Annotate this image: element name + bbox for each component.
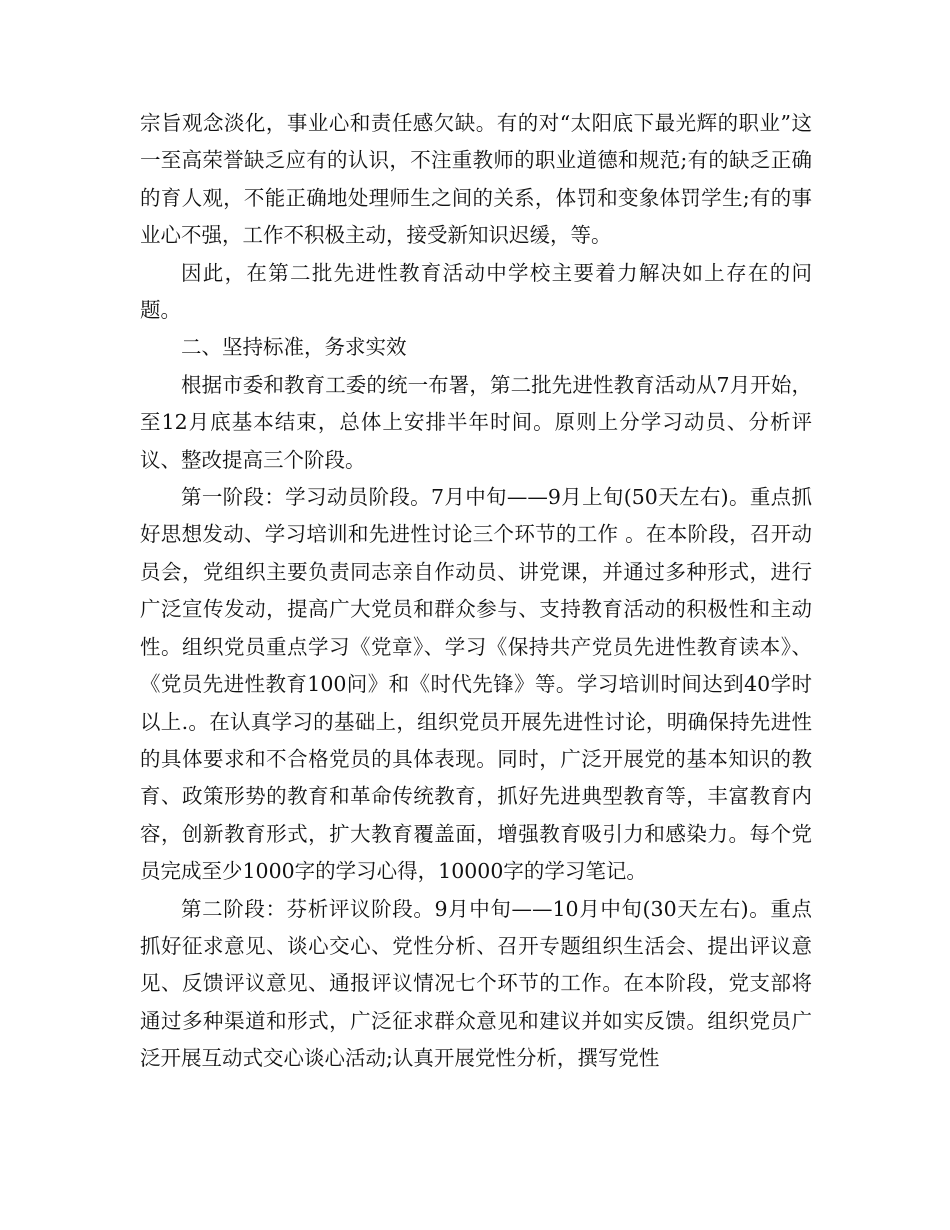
paragraph-stage-one: 第一阶段：学习动员阶段。7月中旬——9月上旬(50天左右)。重点抓好思想发动、学习培训和先进性讨论三个环节的工作 。在本阶段，召开动员会，党组织主要负责同志亲自作动员、讲党课，并通过多种形式，进行广泛宣传发动，提高广大党员和群众参与、支持教育活动的积极性和主动性。组织党员重点学习《党章》、学习《保持共产党员先进性教育读本》、《党员先进性教育100问》和《时代先锋》等。学习培训时间达到40学时以上.。在认真学习的基础上，组织党员开展先进性讨论，明确保持先进性的具体要求和不合格党员的具体表现。同时，广泛开展党的基本知识的教育、政策形势的教育和革命传统教育，抓好先进典型教育等，丰富教育内容，创新教育形式，扩大教育覆盖面，增强教育吸引力和感染力。每个党员完成至少1000字的学习心得，10000字的学习笔记。	[140, 485, 812, 884]
document-body	[140, 105, 812, 1078]
paragraph-1: 宗旨观念淡化，事业心和责任感欠缺。有的对“太阳底下最光辉的职业”这一至高荣誉缺乏应有的认识，不注重教师的职业道德和规范;有的缺乏正确的育人观，不能正确地处理师生之间的关系，体罚和变象体罚学生;有的事业心不强，工作不积极主动，接受新知识迟缓，等。	[140, 111, 812, 248]
paragraph-2: 因此，在第二批先进性教育活动中学校主要着力解决如上存在的问题。	[140, 260, 812, 323]
paragraph-4: 根据市委和教育工委的统一布署，第二批先进性教育活动从7月开始，至12月底基本结束，总体上安排半年时间。原则上分学习动员、分析评议、整改提高三个阶段。	[140, 372, 812, 472]
section-heading: 二、坚持标准，务求实效	[181, 335, 407, 360]
paragraph-stage-two: 第二阶段：芬析评议阶段。9月中旬——10月中旬(30天左右)。重点抓好征求意见、谈心交心、党性分析、召开专题组织生活会、提出评议意见、反馈评议意见、通报评议情况七个环节的工作。在本阶段，党支部将通过多种渠道和形式，广泛征求群众意见和建议并如实反馈。组织党员广泛开展互动式交心谈心活动;认真开展党性分析，撰写党性	[140, 896, 812, 1071]
